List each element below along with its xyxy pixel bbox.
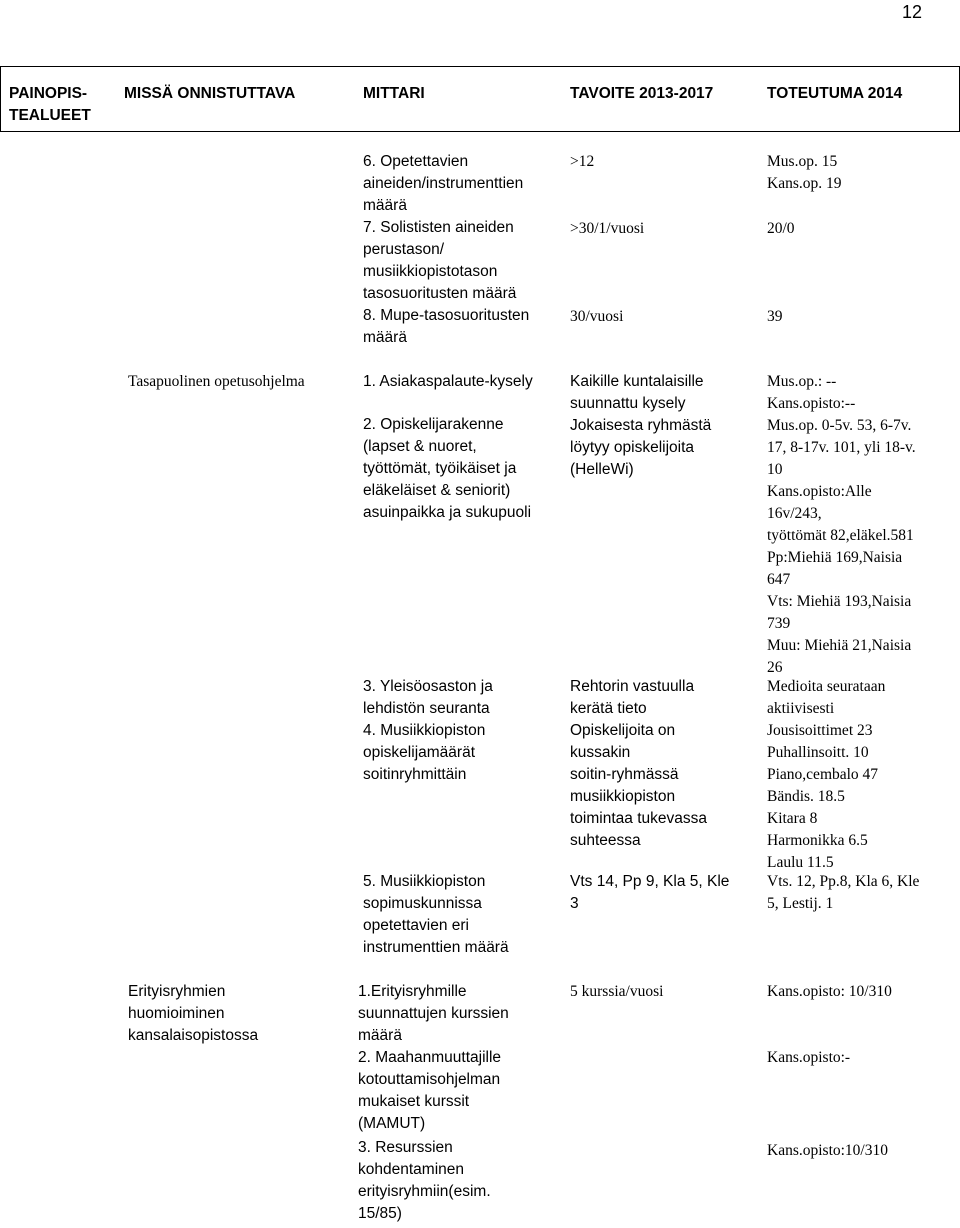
row1-result-7: 20/0 [767, 220, 795, 237]
table-top-border [0, 66, 960, 67]
row2-indicator-3-4: 3. Yleisöosaston ja lehdistön seuranta 4. Musiikkiopiston opiskelijamäärät soitinryhmittäin [363, 678, 493, 783]
header-tavoite: TAVOITE 2013-2017 [570, 85, 714, 102]
row2-result-3-4: Medioita seurataan aktiivisesti Jousisoittimet 23 Puhallinsoitt. 10 Piano,cembalo 47 Bändis. 18.5 Kitara 8 Harmonikka 6.5 Laulu 11.5 [767, 678, 886, 871]
row2-area: Tasapuolinen opetusohjelma [128, 373, 305, 390]
row3-result-3: Kans.opisto:10/310 [767, 1142, 888, 1159]
row1-result-6: Mus.op. 15 Kans.op. 19 [767, 153, 842, 192]
row2-result-5: Vts. 12, Pp.8, Kla 6, Kle 5, Lestij. 1 [767, 873, 920, 912]
header-missa-onnistuttava: MISSÄ ONNISTUTTAVA [124, 85, 296, 102]
row2-target-5: Vts 14, Pp 9, Kla 5, Kle 3 [570, 873, 730, 912]
row3-result-1: Kans.opisto: 10/310 [767, 983, 892, 1000]
row2-indicator-5: 5. Musiikkiopiston sopimuskunnissa opetettavien eri instrumenttien määrä [363, 873, 509, 956]
header-bottom-border [0, 131, 960, 132]
page-number: 12 [901, 2, 922, 22]
header-mittari: MITTARI [363, 85, 425, 102]
row1-result-8: 39 [767, 308, 783, 325]
header-toteutuma: TOTEUTUMA 2014 [767, 85, 903, 102]
header-left-border [0, 66, 1, 131]
row3-result-2: Kans.opisto:- [767, 1049, 851, 1066]
row3-area: Erityisryhmien huomioiminen kansalaisopistossa [128, 983, 259, 1044]
row1-target-7: >30/1/vuosi [570, 220, 645, 237]
row2-target-1-2: Kaikille kuntalaisille suunnattu kysely Jokaisesta ryhmästä löytyy opiskelijoita (HelleWi) [570, 373, 712, 478]
row3-indicator-3: 3. Resurssien kohdentaminen erityisryhmiin(esim. 15/85) [358, 1139, 491, 1222]
row3-target-1: 5 kurssia/vuosi [570, 983, 664, 1000]
row2-indicator-1: 1. Asiakaspalaute-kysely [363, 373, 533, 390]
row1-target-6: >12 [570, 153, 595, 170]
row2-result-1-2: Mus.op.: -- Kans.opisto:-- Mus.op. 0-5v. 53, 6-7v. 17, 8-17v. 101, yli 18-v. 10 Kans.opisto:Alle 16v/243, työttömät 82,eläkel.581 Pp:Miehiä 169,Naisia 647 Vts: Miehiä 193,Naisia 739 Muu: Miehiä 21,Naisia 26 [767, 373, 916, 676]
row2-target-3-4: Rehtorin vastuulla kerätä tieto Opiskelijoita on kussakin soitin-ryhmässä musiikkiopiston toimintaa tukevassa suhteessa [570, 678, 707, 849]
row1-indicator-6-8: 6. Opetettavien aineiden/instrumenttien määrä 7. Solististen aineiden perustason/ musiikkiopistotason tasosuoritusten määrä 8. Mupe-tasosuoritusten määrä [363, 153, 530, 346]
row1-target-8: 30/vuosi [570, 308, 624, 325]
header-painopistealueet: PAINOPIS- TEALUEET [9, 85, 91, 124]
row2-indicator-2: 2. Opiskelijarakenne (lapset & nuoret, työttömät, työikäiset ja eläkeläiset & seniorit) asuinpaikka ja sukupuoli [363, 416, 532, 521]
row3-indicator-1-2: 1.Erityisryhmille suunnattujen kurssien määrä 2. Maahanmuuttajille kotouttamisohjelman mukaiset kurssit (MAMUT) [358, 983, 509, 1132]
